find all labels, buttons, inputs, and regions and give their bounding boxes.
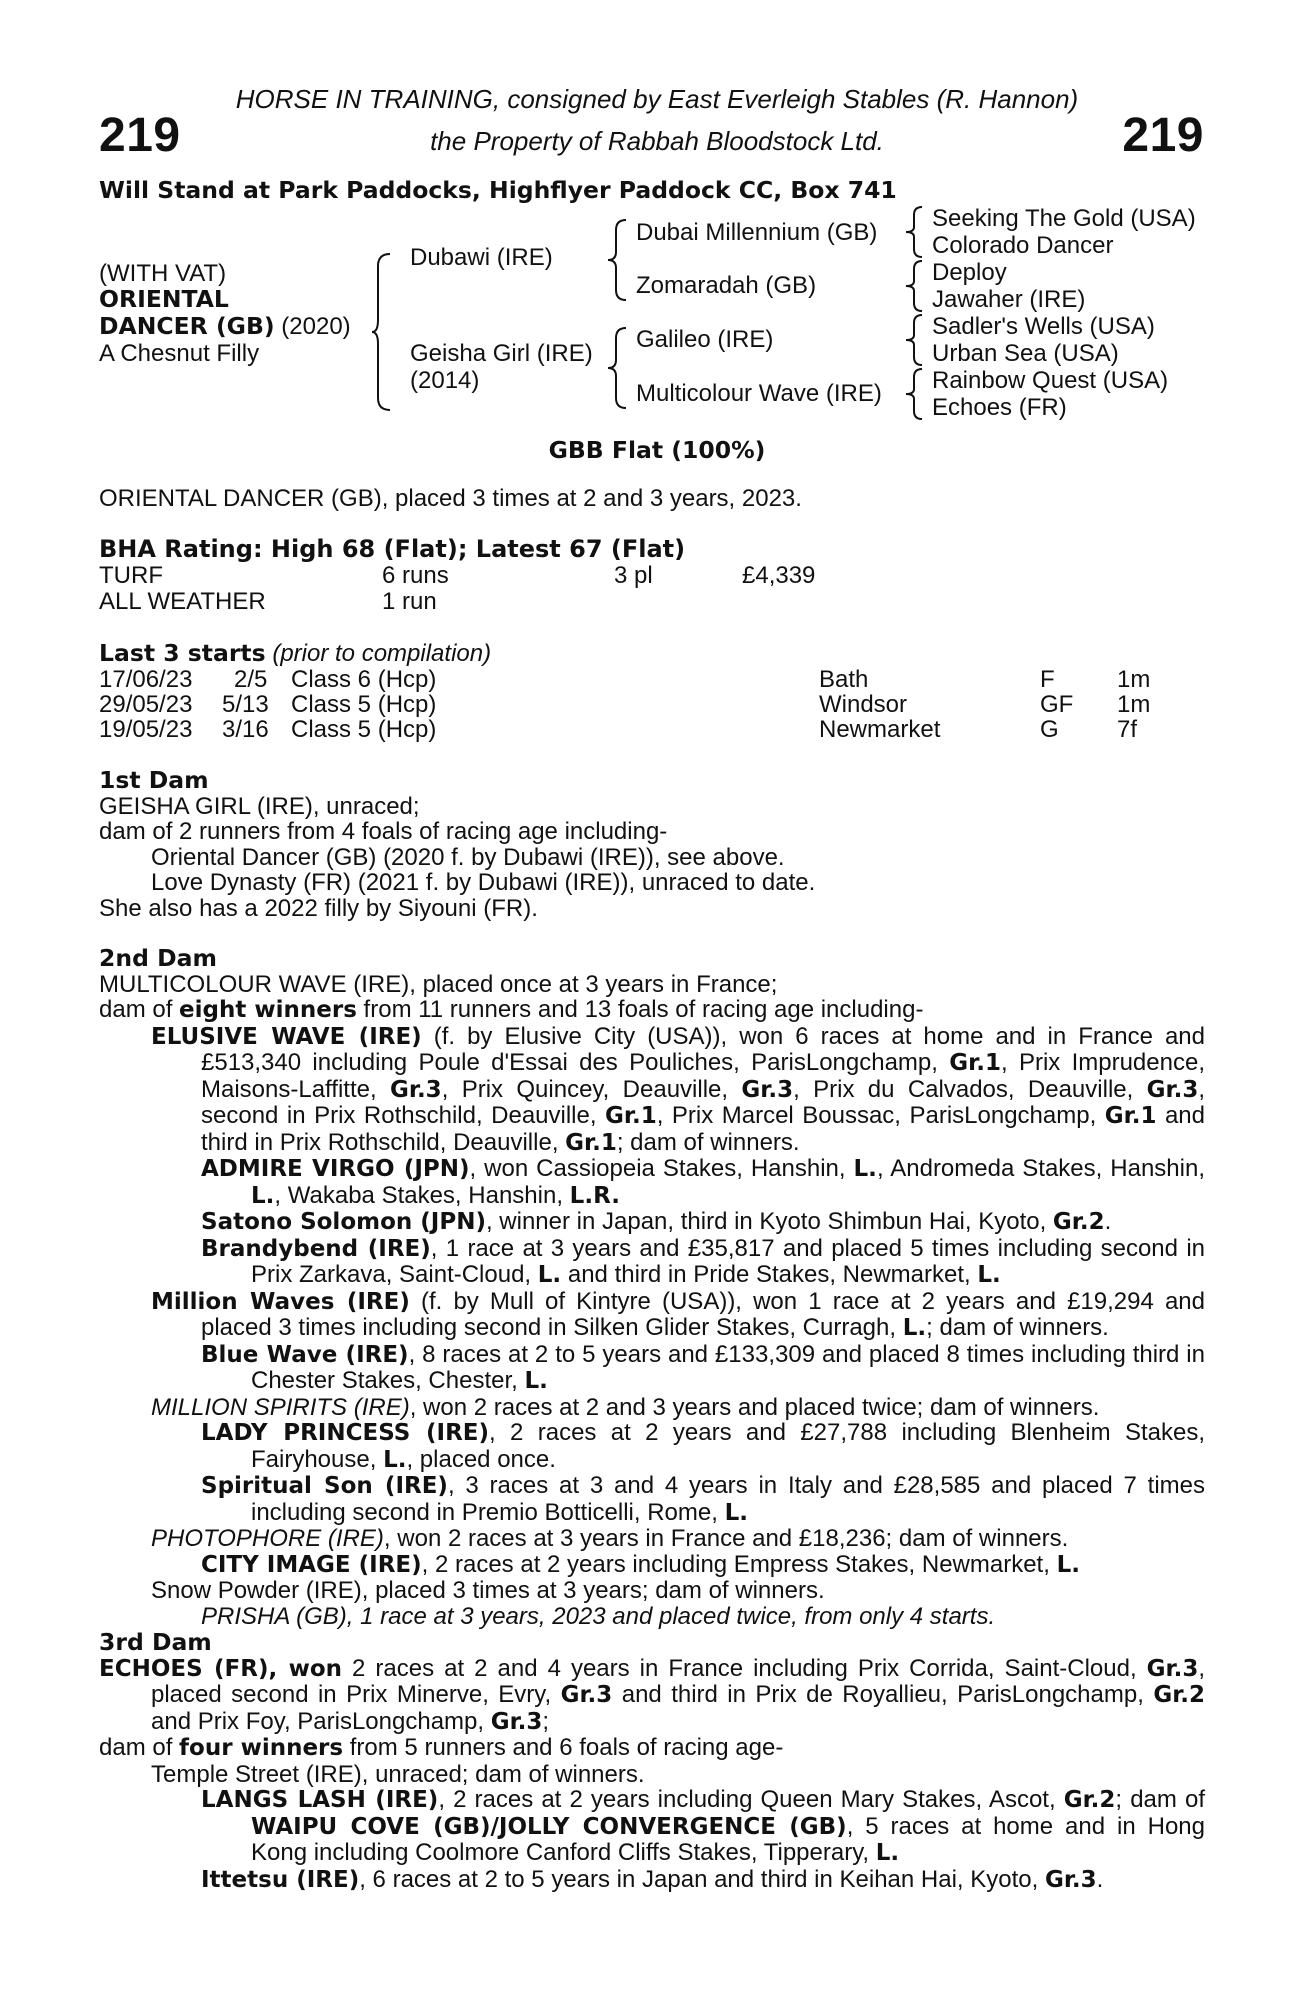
rating-turf-earnings: £4,339	[742, 562, 816, 589]
sire: Dubawi (IRE)	[410, 244, 553, 271]
start-3-dist: 7f	[1117, 716, 1138, 743]
first-dam-line: Love Dynasty (FR) (2021 f. by Dubawi (IRE)), unraced to date.	[151, 869, 816, 896]
progeny-ittetsu: Ittetsu (IRE), 6 races at 2 to 5 years in Japan and third in Keihan Hai, Kyoto, Gr.3.	[201, 1865, 1104, 1893]
pedigree-brace-g3-4	[906, 367, 926, 421]
consignment-line: HORSE IN TRAINING, consigned by East Everleigh Stables (R. Hannon)	[235, 84, 1079, 114]
third-dam-line: dam of four winners from 5 runners and 6 foals of racing age-	[99, 1734, 784, 1761]
rating-turf-surface: TURF	[99, 562, 163, 589]
first-dam-line: dam of 2 runners from 4 foals of racing age including-	[99, 818, 668, 845]
start-3-date: 19/05/23	[99, 716, 193, 743]
horse-description: A Chesnut Filly	[99, 340, 260, 367]
dam-sire: Galileo (IRE)	[636, 326, 774, 353]
second-dam-line: dam of eight winners from 11 runners and 13 foals of racing age including-	[99, 996, 924, 1023]
progeny-admire-virgo: ADMIRE VIRGO (JPN), won Cassiopeia Stakes, Hanshin, L., Andromeda Stakes, Hanshin, L., Wakaba Stakes, Hanshin, L.R.	[201, 1155, 1205, 1209]
start-2-date: 29/05/23	[99, 691, 193, 718]
dss: Sadler's Wells (USA)	[932, 313, 1155, 340]
ddd: Echoes (FR)	[932, 394, 1067, 421]
start-2-course: Windsor	[819, 691, 908, 718]
start-2-dist: 1m	[1117, 691, 1151, 718]
start-3-class: Class 5 (Hcp)	[291, 716, 437, 743]
lot-number-right: 219	[1122, 109, 1204, 162]
vat-label: (WITH VAT)	[99, 260, 227, 287]
start-2-going: GF	[1040, 691, 1074, 718]
progeny-prisha: PRISHA (GB), 1 race at 3 years, 2023 and placed twice, from only 4 starts.	[201, 1602, 996, 1630]
pedigree-brace-dam	[608, 326, 630, 410]
progeny-million-waves: Million Waves (IRE) (f. by Mull of Kintyre (USA)), won 1 race at 2 years and £19,294 and placed 3 times including second in Silken Glider Stakes, Curragh, L.; dam of winners.	[151, 1287, 1205, 1341]
progeny-langs-lash: LANGS LASH (IRE), 2 races at 2 years including Queen Mary Stakes, Ascot, Gr.2; dam of WAIPU COVE (GB)/JOLLY CONVERGENCE (GB), 5 races at home and in Hong Kong including Coolmore Canford Cliffs Stakes, Tipperary, L.	[201, 1786, 1205, 1866]
pedigree-brace-gen1	[372, 252, 394, 412]
dam: Geisha Girl (IRE)	[410, 340, 593, 367]
stand-location: Will Stand at Park Paddocks, Highflyer Paddock CC, Box 741	[99, 176, 897, 204]
progeny-lady-princess: LADY PRINCESS (IRE), 2 races at 2 years and £27,788 including Blenheim Stakes, Fairyhouse, L., placed once.	[201, 1419, 1205, 1473]
sdd: Jawaher (IRE)	[932, 286, 1086, 313]
start-3-going: G	[1040, 716, 1059, 743]
rating-aw-surface: ALL WEATHER	[99, 588, 266, 615]
horse-name-line2	[99, 313, 351, 340]
sire-dam: Zomaradah (GB)	[636, 272, 817, 299]
last-starts-heading	[99, 641, 491, 667]
progeny-snow-powder: Snow Powder (IRE), placed 3 times at 3 years; dam of winners.	[151, 1577, 825, 1604]
first-dam-line: Oriental Dancer (GB) (2020 f. by Dubawi (IRE)), see above.	[151, 843, 785, 871]
dds: Rainbow Quest (USA)	[932, 367, 1169, 394]
start-3-course: Newmarket	[819, 716, 941, 743]
start-1-going: F	[1040, 666, 1055, 693]
horse-name-line1: ORIENTAL	[99, 285, 229, 313]
progeny-blue-wave: Blue Wave (IRE), 8 races at 2 to 5 years and £133,309 and placed 8 times including third in Chester Stakes, Chester, L.	[201, 1340, 1205, 1394]
start-3-pos: 3/16	[222, 716, 269, 743]
sds: Deploy	[932, 259, 1007, 286]
bha-rating: BHA Rating: High 68 (Flat); Latest 67 (Flat)	[99, 535, 686, 563]
sire-sire: Dubai Millennium (GB)	[636, 219, 878, 246]
progeny-satono-solomon: Satono Solomon (JPN), winner in Japan, third in Kyoto Shimbun Hai, Kyoto, Gr.2.	[201, 1208, 1112, 1235]
first-dam-line: She also has a 2022 filly by Siyouni (FR).	[99, 894, 538, 922]
gbb-flat: GBB Flat (100%)	[548, 436, 766, 464]
last-starts-title: Last 3 starts	[99, 639, 266, 667]
lot-number-left: 219	[99, 109, 181, 162]
third-dam-echoes: ECHOES (FR), won 2 races at 2 and 4 years in France including Prix Corrida, Saint-Cloud, Gr.3, placed second in Prix Minerve, Evry, Gr.3 and third in Prix de Royallieu, ParisLongchamp, Gr.2 and Prix Foy, ParisLongchamp, Gr.3;	[99, 1654, 1206, 1735]
progeny-million-spirits: MILLION SPIRITS (IRE), won 2 races at 2 and 3 years and placed twice; dam of winners.	[151, 1393, 1100, 1421]
first-dam-heading: 1st Dam	[99, 766, 209, 794]
ssd: Colorado Dancer	[932, 232, 1114, 259]
start-1-date: 17/06/23	[99, 666, 193, 693]
last-starts-note: (prior to compilation)	[265, 640, 492, 667]
third-dam-section	[99, 1630, 1205, 1893]
rating-aw-runs: 1 run	[382, 588, 437, 615]
pedigree-brace-g3-1	[906, 205, 926, 259]
start-1-pos: 2/5	[234, 666, 268, 693]
pedigree-brace-g3-2	[906, 259, 926, 313]
progeny-city-image: CITY IMAGE (IRE), 2 races at 2 years including Empress Stakes, Newmarket, L.	[201, 1550, 1080, 1578]
first-dam-line: GEISHA GIRL (IRE), unraced;	[99, 792, 420, 820]
second-dam-line: MULTICOLOUR WAVE (IRE), placed once at 3 years in France;	[99, 970, 778, 998]
dam-year: (2014)	[410, 367, 480, 394]
dam-dam: Multicolour Wave (IRE)	[636, 380, 882, 407]
start-1-class: Class 6 (Hcp)	[291, 666, 437, 693]
progeny-brandybend: Brandybend (IRE), 1 race at 3 years and £35,817 and placed 5 times including second in Prix Zarkava, Saint-Cloud, L. and third in Pride Stakes, Newmarket, L.	[201, 1234, 1205, 1288]
start-2-class: Class 5 (Hcp)	[291, 691, 437, 718]
property-line: the Property of Rabbah Bloodstock Ltd.	[430, 126, 884, 156]
second-dam-heading: 2nd Dam	[99, 944, 217, 972]
progeny-temple-street: Temple Street (IRE), unraced; dam of winners.	[151, 1760, 645, 1788]
progeny-spiritual-son: Spiritual Son (IRE), 3 races at 3 and 4 years in Italy and £28,585 and placed 7 times including second in Premio Botticelli, Rome, L.	[201, 1472, 1206, 1526]
start-1-dist: 1m	[1117, 666, 1151, 693]
start-2-pos: 5/13	[222, 691, 269, 718]
start-1-course: Bath	[819, 666, 869, 693]
horse-name: DANCER (GB)	[99, 312, 275, 340]
pedigree-brace-g3-3	[906, 313, 926, 367]
summary: ORIENTAL DANCER (GB), placed 3 times at 2 and 3 years, 2023.	[99, 485, 802, 512]
first-dam-section	[99, 768, 1205, 921]
progeny-elusive-wave: ELUSIVE WAVE (IRE) (f. by Elusive City (USA)), won 6 races at home and in France and £513,340 including Poule d'Essai des Pouliches, ParisLongchamp, Gr.1, Prix Imprudence, Maisons-Laffitte, Gr.3, Prix Quincey, Deauville, Gr.3, Prix du Calvados, Deauville, Gr.3, second in Prix Rothschild, Deauville, Gr.1, Prix Marcel Boussac, ParisLongchamp, Gr.1 and third in Prix Rothschild, Deauville, Gr.1; dam of winners.	[151, 1022, 1206, 1156]
dsd: Urban Sea (USA)	[932, 340, 1119, 367]
progeny-photophore: PHOTOPHORE (IRE), won 2 races at 3 years in France and £18,236; dam of winners.	[151, 1525, 1069, 1552]
third-dam-heading: 3rd Dam	[99, 1628, 212, 1656]
horse-year: (2020)	[274, 313, 351, 340]
sss: Seeking The Gold (USA)	[932, 205, 1196, 232]
second-dam-section	[99, 946, 1205, 1629]
rating-turf-runs: 6 runs	[382, 562, 449, 589]
rating-turf-placed: 3 pl	[614, 562, 653, 589]
pedigree-brace-sire	[608, 218, 630, 302]
